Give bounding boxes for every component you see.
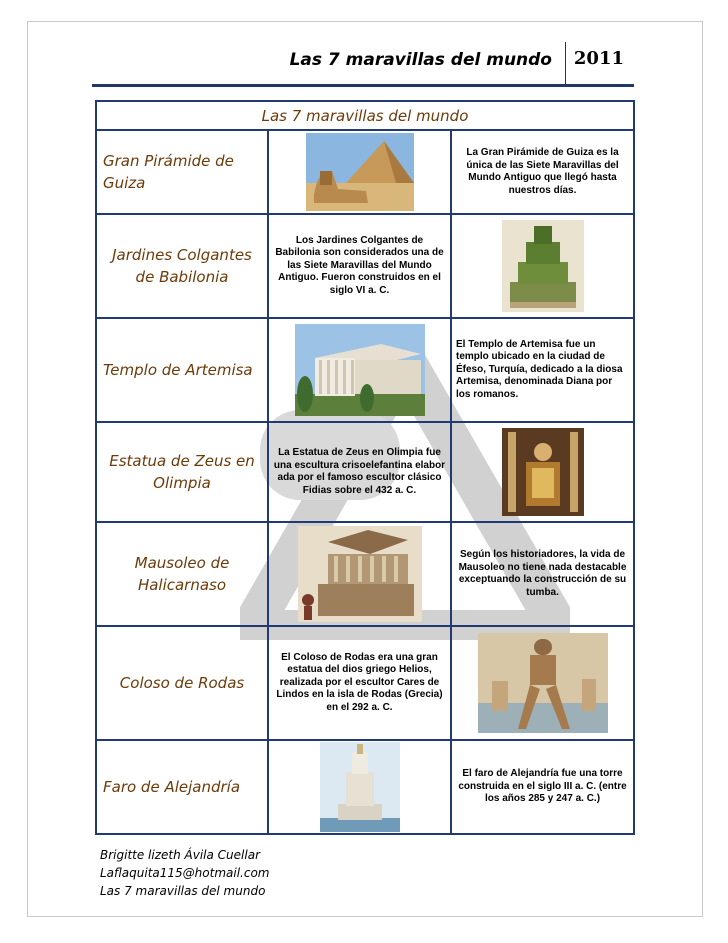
page-header bbox=[92, 42, 634, 87]
pyramid-sphinx-image bbox=[268, 130, 451, 214]
table-row bbox=[96, 626, 634, 740]
table-row bbox=[96, 318, 634, 422]
wonder-name: Gran Pirámide de Guiza bbox=[96, 130, 268, 214]
footer-email: Laflaquita115@hotmail.com bbox=[100, 866, 270, 880]
wonder-description: La Gran Pirámide de Guiza es la única de las Siete Maravillas del Mundo Antiguo que llegó hasta nuestros días. bbox=[451, 130, 634, 214]
footer-info bbox=[100, 846, 269, 900]
wonder-description: Según los historiadores, la vida de Mausoleo no tiene nada destacable exceptuando la construcción de su tumba. bbox=[451, 522, 634, 626]
wonder-name: Estatua de Zeus en Olimpia bbox=[96, 422, 268, 522]
wonder-name: Templo de Artemisa bbox=[96, 318, 268, 422]
wonder-description: El Templo de Artemisa fue un templo ubicado en la ciudad de Éfeso, Turquía, dedicado a la diosa Artemisa, denominada Diana por los romanos. bbox=[451, 318, 634, 422]
lighthouse-image bbox=[268, 740, 451, 834]
wonder-description: La Estatua de Zeus en Olimpia fue una escultura crisoelefantina elabor ada por el famoso escultor clásico Fidias sobre el 432 a. C. bbox=[268, 422, 451, 522]
header-divider bbox=[565, 42, 566, 84]
header-title: Las 7 maravillas del mundo bbox=[289, 50, 552, 70]
wonder-description: Los Jardines Colgantes de Babilonia son considerados una de las Siete Maravillas del Mundo Antiguo. Fueron construidos en el siglo VI a. C. bbox=[268, 214, 451, 318]
mausoleum-image bbox=[268, 522, 451, 626]
table-row bbox=[96, 130, 634, 214]
temple-artemis-image bbox=[268, 318, 451, 422]
footer-author: Brigitte lizeth Ávila Cuellar bbox=[100, 848, 261, 862]
table-row bbox=[96, 422, 634, 522]
table-row bbox=[96, 740, 634, 834]
hanging-gardens-image bbox=[451, 214, 634, 318]
table-row bbox=[96, 214, 634, 318]
wonder-name: Faro de Alejandría bbox=[96, 740, 268, 834]
wonders-table bbox=[95, 100, 635, 835]
wonder-description: El Coloso de Rodas era una gran estatua del dios griego Helios, realizada por el escultor Cares de Lindos en la isla de Rodas (Grecia) en el 292 a. C. bbox=[268, 626, 451, 740]
wonder-name: Jardines Colgantes de Babilonia bbox=[96, 214, 268, 318]
footer-subject: Las 7 maravillas del mundo bbox=[100, 884, 266, 898]
header-year: 2011 bbox=[573, 48, 624, 69]
wonder-name: Coloso de Rodas bbox=[96, 626, 268, 740]
table-row bbox=[96, 522, 634, 626]
statue-zeus-image bbox=[451, 422, 634, 522]
colossus-image bbox=[451, 626, 634, 740]
wonder-description: El faro de Alejandría fue una torre construida en el siglo III a. C. (entre los años 285 y 247 a. C.) bbox=[451, 740, 634, 834]
wonder-name: Mausoleo de Halicarnaso bbox=[96, 522, 268, 626]
table-title: Las 7 maravillas del mundo bbox=[96, 101, 634, 130]
